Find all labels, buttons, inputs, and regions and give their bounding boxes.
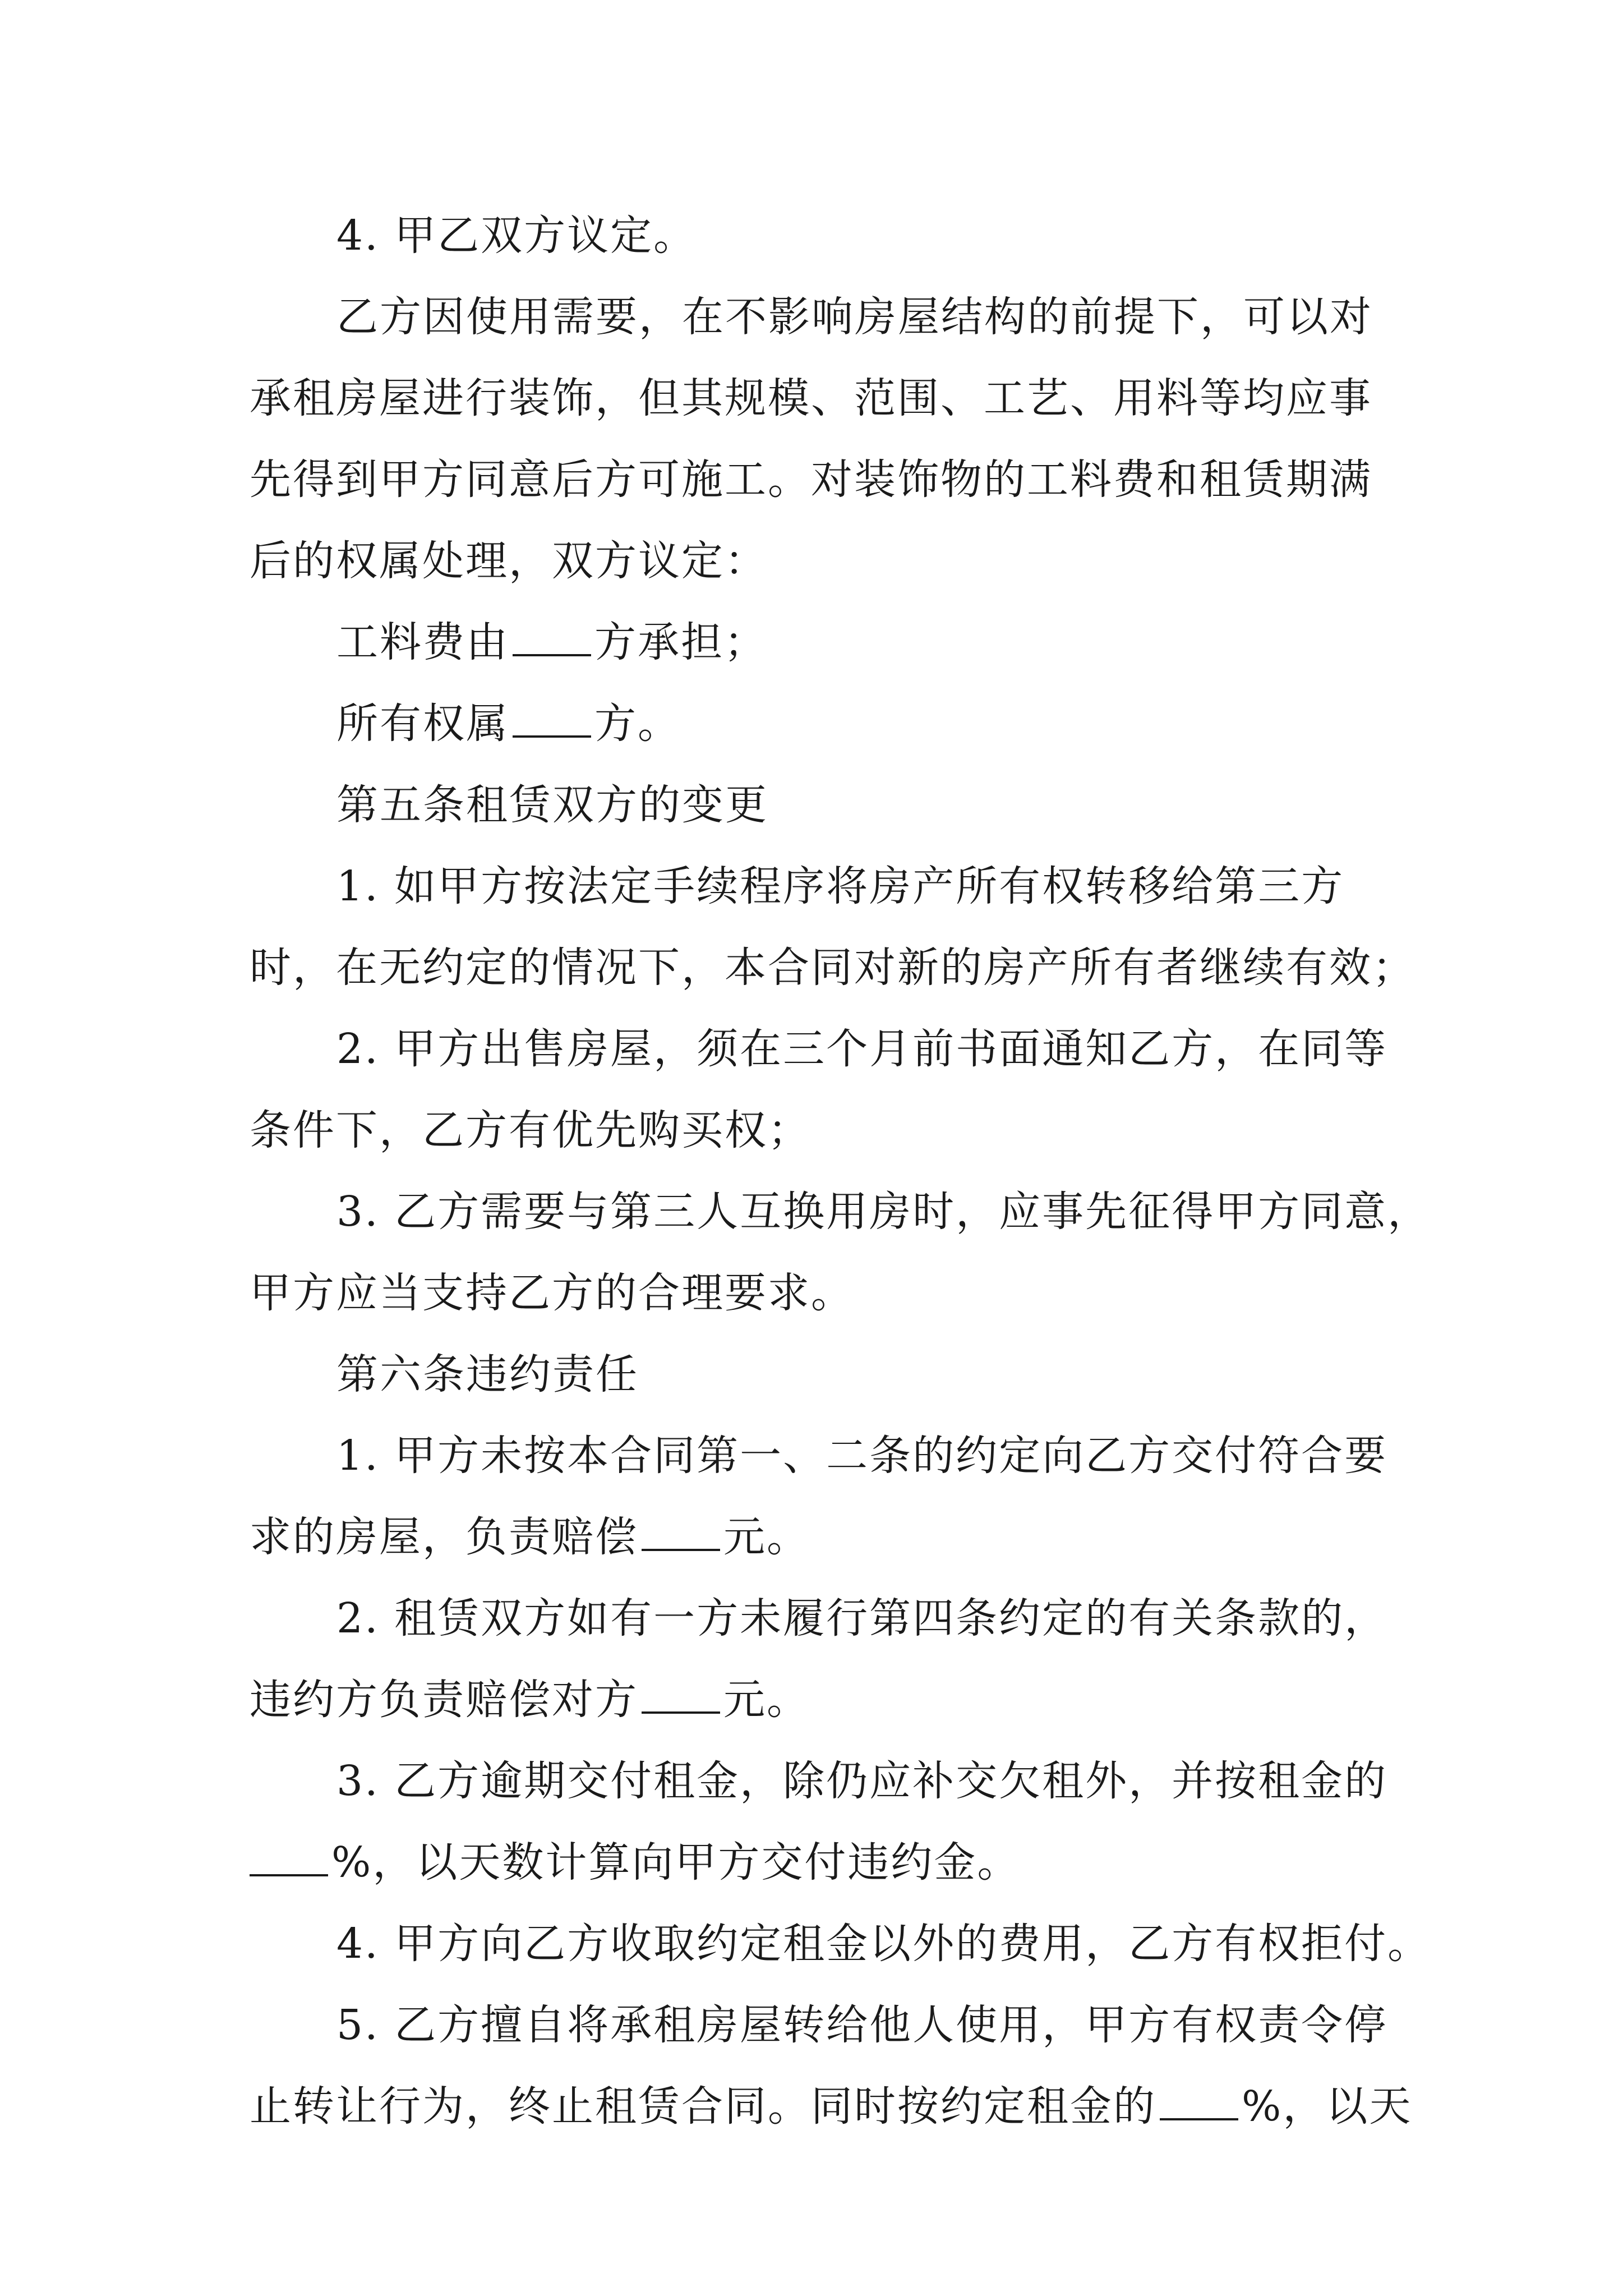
text: 时，在无约定的情况下，本合同对新的房产所有者继续有效； — [250, 944, 1415, 992]
text: 3. 乙方需要与第三人互换用房时，应事先征得甲方同意， — [336, 1188, 1431, 1236]
paragraph-line — [0, 1021, 1623, 1077]
paragraph-line — [0, 1916, 1623, 1972]
text: 元。 — [723, 1513, 810, 1561]
fill-in-blank — [250, 1841, 328, 1876]
text: 条件下，乙方有优先购买权； — [250, 1106, 811, 1154]
text: 1. 甲方未按本合同第一、二条的约定向乙方交付符合要 — [336, 1432, 1388, 1480]
text: 5. 乙方擅自将承租房屋转给他人使用，甲方有权责令停 — [336, 2001, 1388, 2049]
text: 承租房屋进行装饰，但其规模、范围、工艺、用料等均应事 — [250, 374, 1372, 422]
text: 4. 甲乙双方议定。 — [336, 211, 697, 260]
paragraph-line — [0, 1102, 1623, 1158]
text: 第六条违约责任 — [336, 1350, 639, 1398]
text: 方。 — [594, 700, 681, 748]
paragraph-line — [0, 2078, 1623, 2134]
text: 4. 甲方向乙方收取约定租金以外的费用，乙方有权拒付。 — [336, 1920, 1431, 1968]
text: 甲方应当支持乙方的合理要求。 — [250, 1269, 854, 1317]
text: 1. 如甲方按法定手续程序将房产所有权转移给第三方 — [336, 862, 1345, 910]
fill-in-blank — [1160, 2085, 1238, 2120]
fill-in-blank — [513, 620, 591, 656]
paragraph-line — [0, 1834, 1623, 1890]
paragraph-line — [0, 1672, 1623, 1728]
fill-in-blank — [642, 1678, 720, 1714]
paragraph-line — [0, 370, 1623, 426]
paragraph-line — [0, 452, 1623, 508]
fill-in-blank — [642, 1515, 720, 1551]
text: 先得到甲方同意后方可施工。对装饰物的工料费和租赁期满 — [250, 455, 1372, 504]
paragraph-line — [0, 289, 1623, 345]
text: 所有权属 — [336, 700, 509, 748]
paragraph-line — [0, 696, 1623, 752]
paragraph-line — [0, 533, 1623, 589]
paragraph-line — [0, 1509, 1623, 1565]
paragraph-line — [0, 1997, 1623, 2053]
paragraph-line — [0, 1753, 1623, 1809]
paragraph-line — [0, 208, 1623, 264]
text: 止转让行为，终止租赁合同。同时按约定租金的 — [250, 2082, 1156, 2131]
text: 违约方负责赔偿对方 — [250, 1676, 638, 1724]
section-heading — [0, 1346, 1623, 1402]
text: 2. 租赁双方如有一方未履行第四条约定的有关条款的， — [336, 1594, 1388, 1642]
text: 3. 乙方逾期交付租金，除仍应补交欠租外，并按租金的 — [336, 1757, 1388, 1805]
paragraph-line — [0, 614, 1623, 670]
text: 后的权属处理，双方议定： — [250, 537, 768, 585]
fill-in-blank — [513, 702, 591, 738]
paragraph-line — [0, 1265, 1623, 1321]
paragraph-line — [0, 1428, 1623, 1484]
text: 方承担； — [594, 618, 767, 666]
text: 2. 甲方出售房屋，须在三个月前书面通知乙方，在同等 — [336, 1025, 1388, 1073]
text: 第五条租赁双方的变更 — [336, 781, 768, 829]
text: 元。 — [723, 1676, 810, 1724]
paragraph-line — [0, 1590, 1623, 1646]
text: %，以天数计算向甲方交付违约金。 — [331, 1838, 1021, 1887]
text: %，以天 — [1242, 2082, 1413, 2131]
section-heading — [0, 777, 1623, 833]
text: 求的房屋，负责赔偿 — [250, 1513, 638, 1561]
text: 乙方因使用需要，在不影响房屋结构的前提下，可以对 — [336, 293, 1373, 341]
text: 工料费由 — [336, 618, 509, 666]
paragraph-line — [0, 940, 1623, 996]
paragraph-line — [0, 1184, 1623, 1240]
paragraph-line — [0, 858, 1623, 914]
